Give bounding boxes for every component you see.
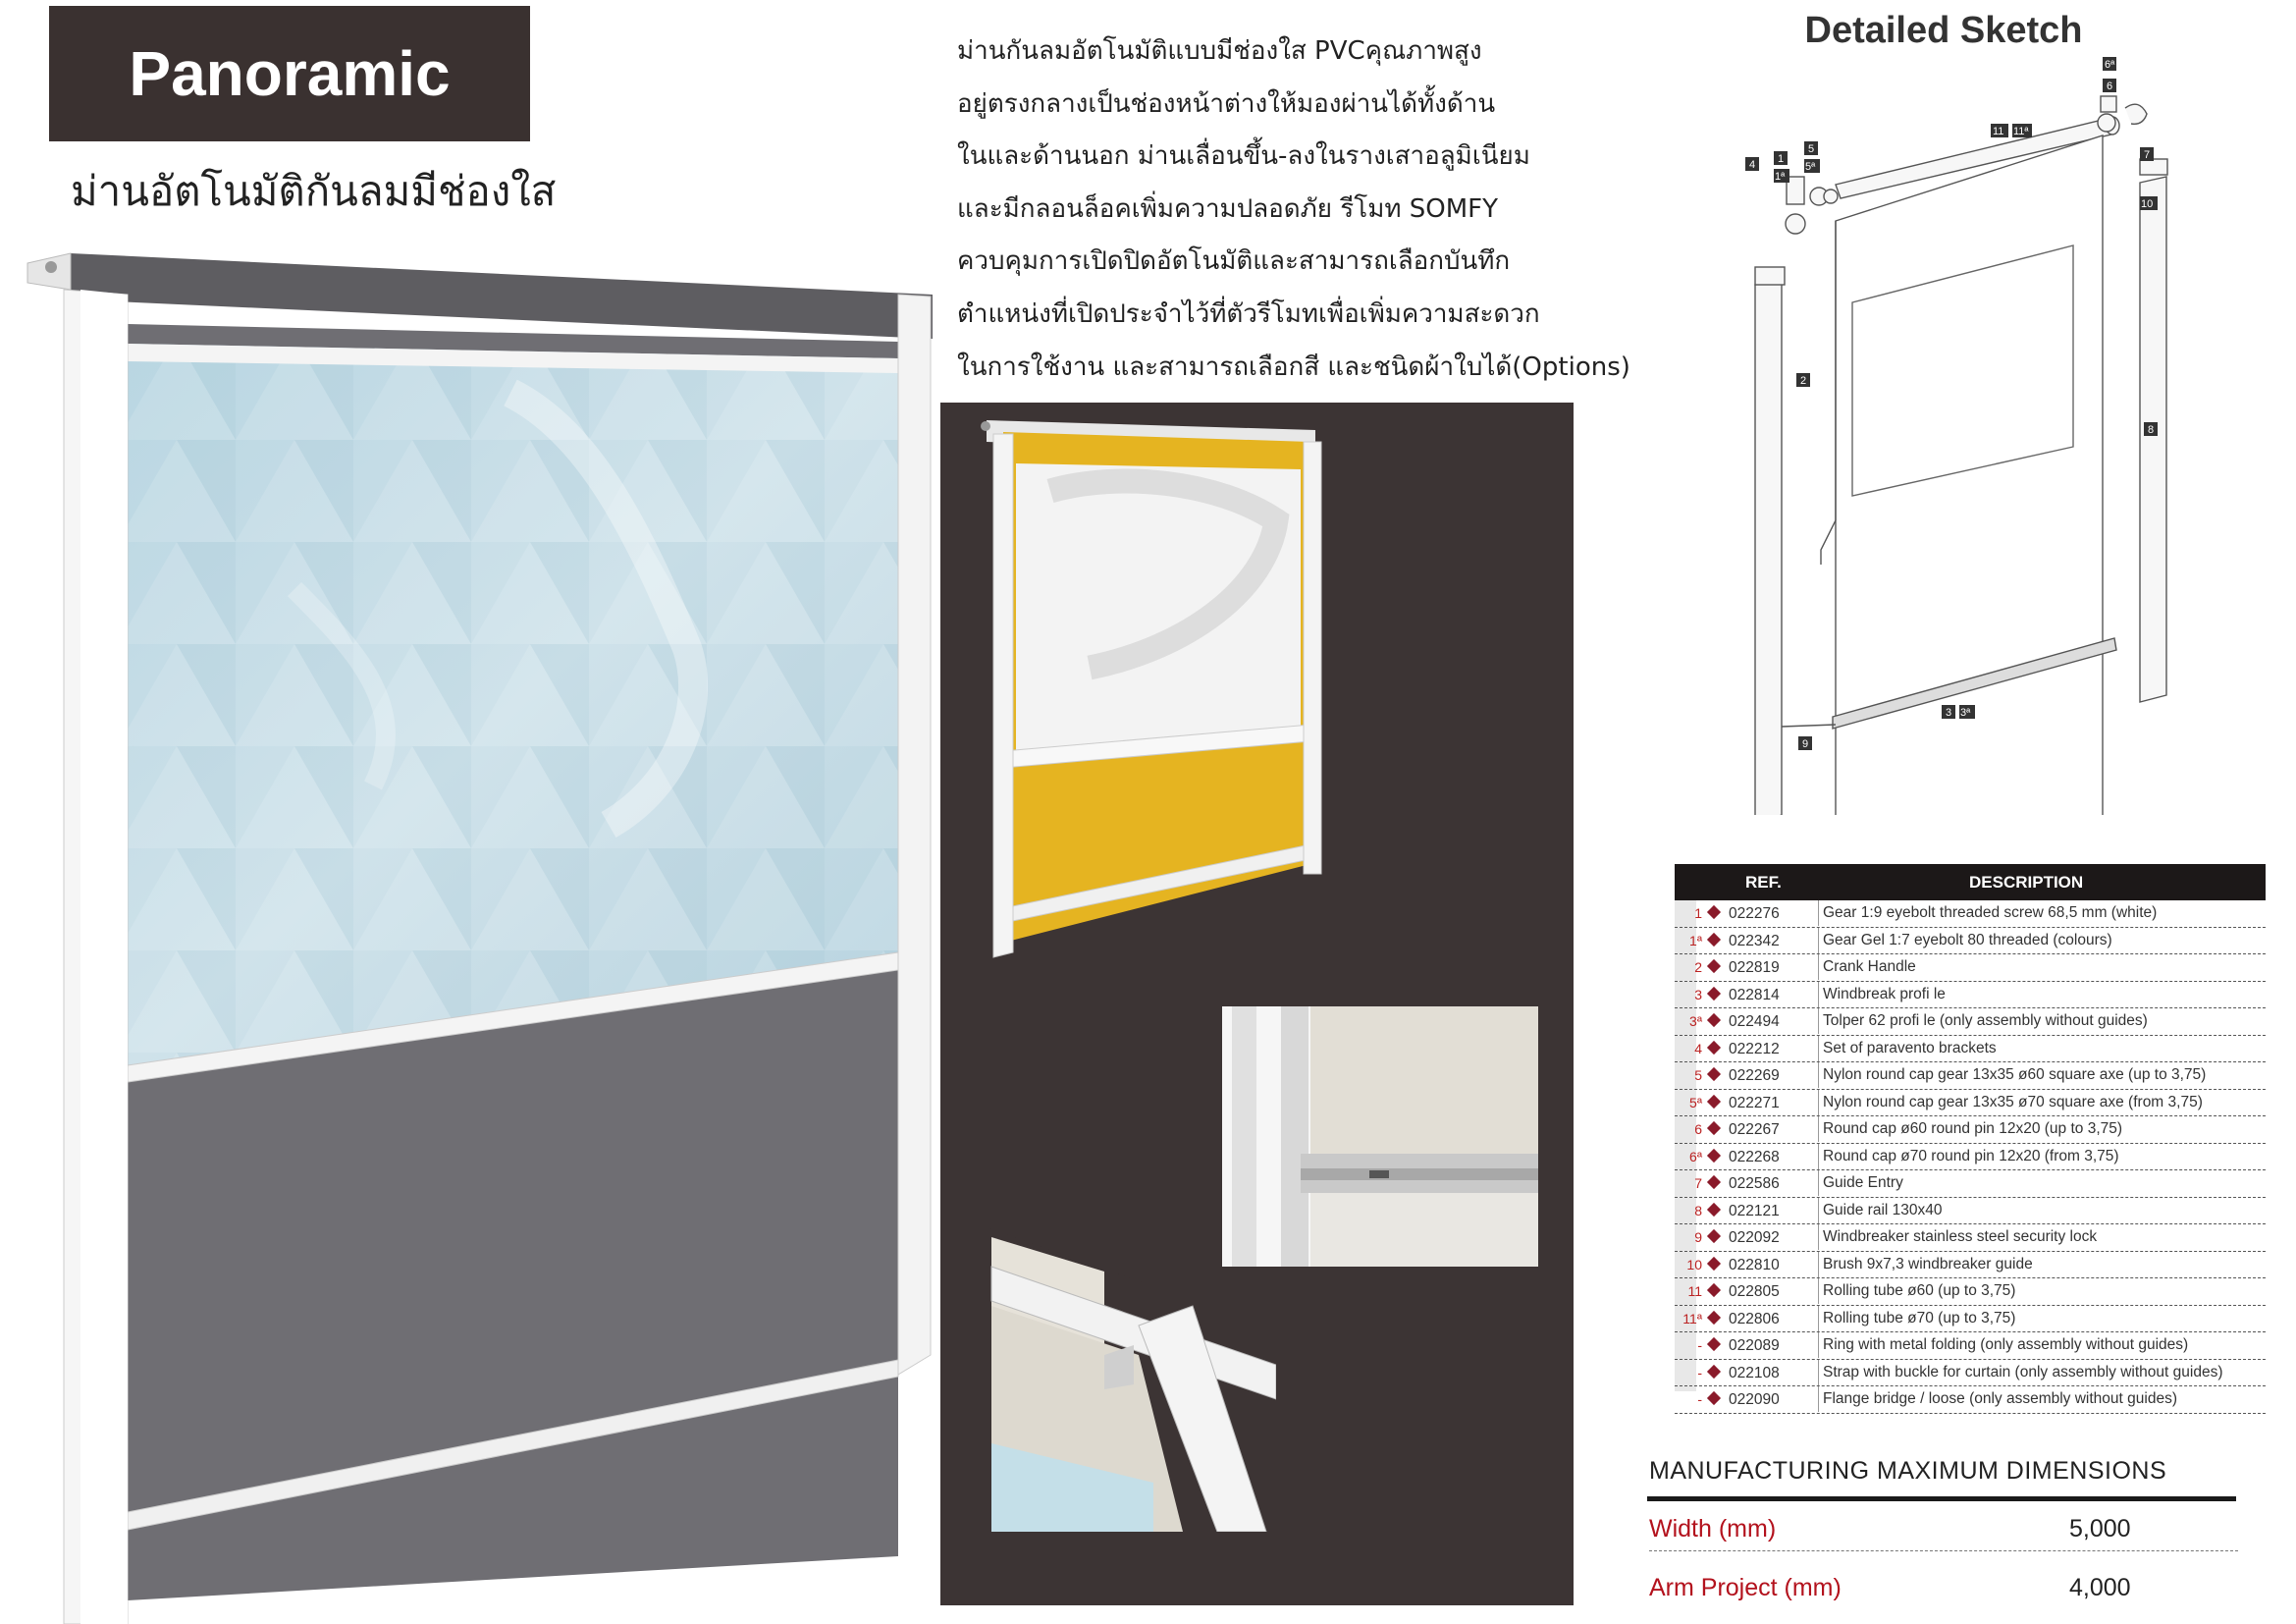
row-marker-icon: [1707, 1310, 1721, 1324]
table-row: [1675, 1278, 2266, 1306]
row-number: 2: [1694, 959, 1702, 975]
row-marker-icon: [1707, 1391, 1721, 1405]
row-description: Guide Entry: [1818, 1170, 1903, 1196]
row-description: Round cap ø70 round pin 12x20 (from 3,75): [1818, 1144, 2119, 1169]
row-marker-icon: [1707, 1094, 1721, 1108]
row-marker-icon: [1707, 1175, 1721, 1189]
callout-6: 6: [2107, 81, 2113, 92]
row-number: 1: [1694, 905, 1702, 921]
row-ref: 022089: [1729, 1337, 1780, 1354]
description-line: ม่านกันลมอัตโนมัติแบบมีช่องใส PVCคุณภาพสูง: [957, 36, 1482, 66]
row-number: 9: [1694, 1229, 1702, 1245]
row-description: Flange bridge / loose (only assembly without guides): [1818, 1386, 2177, 1412]
row-marker-icon: [1707, 1256, 1721, 1270]
yellow-variant-image: [972, 412, 1345, 962]
table-row: [1675, 1198, 2266, 1225]
callout-7: 7: [2144, 149, 2151, 161]
row-marker-icon: [1707, 986, 1721, 1000]
table-row: [1675, 1090, 2266, 1117]
row-marker-icon: [1707, 1013, 1721, 1027]
row-description: Set of paravento brackets: [1818, 1036, 1997, 1061]
row-marker-icon: [1707, 1148, 1721, 1162]
row-number: 3ª: [1689, 1013, 1702, 1029]
row-description: Gear Gel 1:7 eyebolt 80 threaded (colours): [1818, 928, 2112, 953]
row-marker-icon: [1707, 959, 1721, 973]
parts-table-header: [1675, 864, 2266, 900]
row-description: Gear 1:9 eyebolt threaded screw 68,5 mm (white): [1818, 900, 2157, 926]
table-row: [1675, 928, 2266, 955]
row-ref: 022090: [1729, 1391, 1780, 1408]
callout-10: 10: [2141, 198, 2154, 210]
row-ref: 022342: [1729, 932, 1780, 949]
row-ref: 022276: [1729, 905, 1780, 922]
table-row: [1675, 1170, 2266, 1198]
row-ref: 022271: [1729, 1094, 1780, 1111]
row-ref: 022805: [1729, 1283, 1780, 1300]
callout-4: 4: [1749, 159, 1756, 171]
row-ref: 022806: [1729, 1310, 1780, 1327]
parts-table-body: [1675, 900, 2266, 1414]
row-ref: 022268: [1729, 1148, 1780, 1165]
row-ref: 022494: [1729, 1013, 1780, 1030]
row-marker-icon: [1707, 1229, 1721, 1243]
row-description: Brush 9x7,3 windbreaker guide: [1818, 1252, 2033, 1277]
row-marker-icon: [1707, 1337, 1721, 1351]
page-title: Panoramic: [129, 38, 451, 109]
header-ref: REF.: [1745, 873, 1782, 892]
detail-image-guide: [987, 1227, 1276, 1532]
row-marker-icon: [1707, 1040, 1721, 1054]
row-ref: 022269: [1729, 1067, 1780, 1084]
table-row: [1675, 954, 2266, 982]
row-number: 10: [1686, 1256, 1702, 1272]
dimension-row-width: [1649, 1507, 2238, 1551]
width-value: 5,000: [2069, 1515, 2131, 1543]
width-label: Width (mm): [1649, 1515, 1777, 1543]
row-description: Nylon round cap gear 13x35 ø60 square axe (up to 3,75): [1818, 1062, 2206, 1088]
exploded-sketch-diagram: [1728, 49, 2189, 815]
row-ref: 022267: [1729, 1121, 1780, 1138]
description-line: อยู่ตรงกลางเป็นช่องหน้าต่างให้มองผ่านได้ทั้งด้าน: [957, 88, 1496, 119]
row-number: 3: [1694, 986, 1702, 1002]
callout-1a: 1ª: [1775, 171, 1786, 183]
table-row: [1675, 1360, 2266, 1387]
row-ref: 022121: [1729, 1202, 1780, 1219]
row-number: 1ª: [1689, 932, 1702, 948]
row-description: Ring with metal folding (only assembly without guides): [1818, 1332, 2188, 1358]
row-marker-icon: [1707, 1067, 1721, 1081]
description-line: ควบคุมการเปิดปิดอัตโนมัติและสามารถเลือกบันทึก: [957, 246, 1511, 277]
callout-6a: 6ª: [2105, 59, 2115, 71]
row-number: 6ª: [1689, 1148, 1702, 1164]
callout-3a: 3ª: [1960, 707, 1971, 719]
page-subtitle: ม่านอัตโนมัติกันลมมีช่องใส: [71, 167, 557, 215]
row-description: Rolling tube ø70 (up to 3,75): [1818, 1306, 2015, 1331]
parts-table: [1675, 864, 2266, 1414]
row-number: 4: [1694, 1040, 1702, 1056]
row-ref: 022810: [1729, 1256, 1780, 1273]
row-description: Windbreak profi le: [1818, 982, 1946, 1007]
dimensions-rule: [1647, 1496, 2236, 1501]
row-description: Guide rail 130x40: [1818, 1198, 1943, 1223]
row-marker-icon: [1707, 1283, 1721, 1297]
arm-label: Arm Project (mm): [1649, 1574, 1842, 1601]
row-number: -: [1697, 1337, 1702, 1353]
row-marker-icon: [1707, 1202, 1721, 1216]
row-description: Tolper 62 profi le (only assembly without guides): [1818, 1008, 2148, 1034]
description-line: ในและด้านนอก ม่านเลื่อนขึ้น-ลงในรางเสาอลูมิเนียม: [957, 141, 1530, 172]
row-number: -: [1697, 1364, 1702, 1380]
row-ref: 022586: [1729, 1175, 1780, 1192]
row-ref: 022212: [1729, 1040, 1780, 1057]
table-row: [1675, 1306, 2266, 1333]
row-ref: 022814: [1729, 986, 1780, 1003]
row-number: 8: [1694, 1202, 1702, 1218]
dimension-row-arm: [1649, 1566, 2238, 1609]
table-row: [1675, 1224, 2266, 1252]
table-row: [1675, 1116, 2266, 1144]
table-row: [1675, 1062, 2266, 1090]
row-description: Windbreaker stainless steel security lock: [1818, 1224, 2097, 1250]
callout-1: 1: [1778, 153, 1785, 165]
row-number: 5: [1694, 1067, 1702, 1083]
table-row: [1675, 1036, 2266, 1063]
table-row: [1675, 982, 2266, 1009]
row-description: Round cap ø60 round pin 12x20 (up to 3,75): [1818, 1116, 2122, 1142]
row-number: 6: [1694, 1121, 1702, 1137]
header-description: DESCRIPTION: [1969, 873, 2084, 892]
row-description: Crank Handle: [1818, 954, 1916, 980]
table-row: [1675, 1252, 2266, 1279]
description-line: ตำแหน่งที่เปิดประจำไว้ที่ตัวรีโมทเพื่อเพิ่มความสะดวก: [957, 298, 1540, 329]
row-marker-icon: [1707, 1364, 1721, 1378]
callout-3: 3: [1946, 707, 1952, 719]
description-line: ในการใช้งาน และสามารถเลือกสี และชนิดผ้าใบได้(Options): [957, 352, 1630, 382]
callout-11: 11: [1993, 126, 2004, 137]
callout-2: 2: [1800, 375, 1807, 387]
row-number: -: [1697, 1391, 1702, 1407]
table-row: [1675, 1008, 2266, 1036]
row-description: Rolling tube ø60 (up to 3,75): [1818, 1278, 2015, 1304]
row-number: 11: [1687, 1283, 1702, 1299]
arm-value: 4,000: [2069, 1574, 2131, 1601]
row-marker-icon: [1707, 932, 1721, 946]
callout-8: 8: [2148, 424, 2155, 436]
row-number: 5ª: [1689, 1094, 1702, 1110]
callout-11a: 11ª: [2013, 126, 2029, 137]
table-row: [1675, 1144, 2266, 1171]
row-description: Strap with buckle for curtain (only assembly without guides): [1818, 1360, 2223, 1385]
row-ref: 022108: [1729, 1364, 1780, 1381]
product-description: [957, 26, 1630, 394]
table-row: [1675, 900, 2266, 928]
row-ref: 022819: [1729, 959, 1780, 976]
table-row: [1675, 1386, 2266, 1414]
table-row: [1675, 1332, 2266, 1360]
callout-5: 5: [1808, 143, 1815, 155]
row-marker-icon: [1707, 1121, 1721, 1135]
main-product-image: [0, 236, 942, 1624]
row-number: 11ª: [1682, 1310, 1702, 1326]
row-description: Nylon round cap gear 13x35 ø70 square axe (from 3,75): [1818, 1090, 2203, 1115]
description-line: และมีกลอนล็อคเพิ่มความปลอดภัย รีโมท SOMFY: [957, 193, 1498, 224]
sketch-title: Detailed Sketch: [1804, 10, 2083, 51]
callout-5a: 5ª: [1805, 161, 1816, 173]
row-number: 7: [1694, 1175, 1702, 1191]
row-ref: 022092: [1729, 1229, 1780, 1246]
row-marker-icon: [1707, 905, 1721, 919]
callout-9: 9: [1802, 738, 1809, 750]
dimensions-title: MANUFACTURING MAXIMUM DIMENSIONS: [1649, 1457, 2167, 1485]
